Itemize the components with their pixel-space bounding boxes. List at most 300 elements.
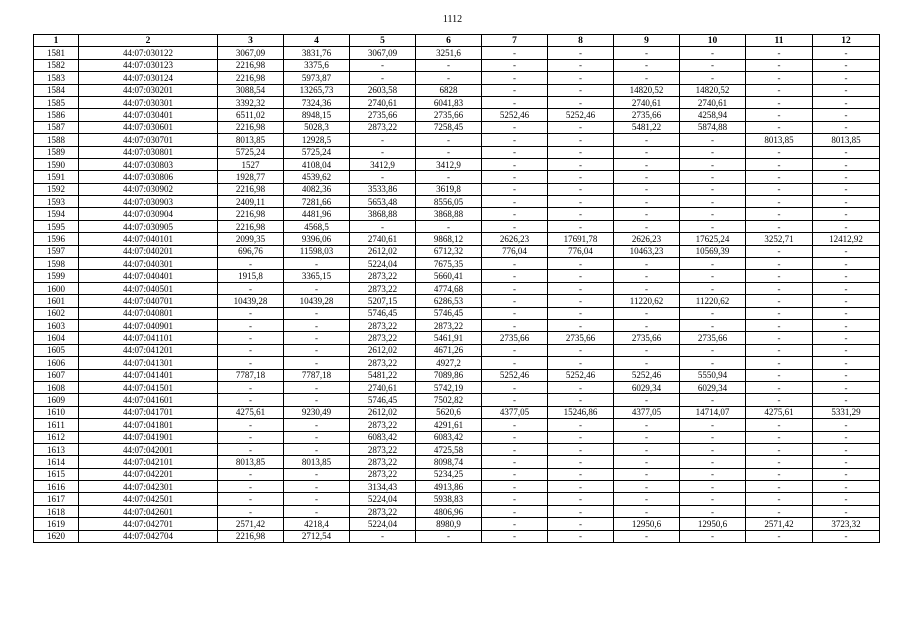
table-cell: - xyxy=(813,171,880,183)
table-cell: 4377,05 xyxy=(614,406,680,418)
table-cell: 9396,06 xyxy=(284,233,350,245)
page-number: 1112 xyxy=(442,14,463,25)
table-row xyxy=(34,96,880,108)
table-cell: 5028,3 xyxy=(284,121,350,133)
table-cell: 4082,36 xyxy=(284,183,350,195)
table-cell: 1606 xyxy=(34,357,79,369)
header-row xyxy=(34,35,880,47)
table-cell: 44:07:040301 xyxy=(79,258,218,270)
table-row xyxy=(34,357,880,369)
table-cell: 3375,6 xyxy=(284,59,350,71)
table-cell: 2873,22 xyxy=(350,357,416,369)
table-cell: 2712,54 xyxy=(284,530,350,542)
table-cell: 9868,12 xyxy=(416,233,482,245)
table-cell: - xyxy=(746,84,813,96)
table-cell: 3723,32 xyxy=(813,518,880,530)
table-cell: - xyxy=(284,381,350,393)
table-cell: - xyxy=(350,530,416,542)
table-cell: - xyxy=(548,258,614,270)
table-row xyxy=(34,183,880,195)
table-cell: - xyxy=(813,381,880,393)
table-cell: 5331,29 xyxy=(813,406,880,418)
table-cell: - xyxy=(284,493,350,505)
table-cell: - xyxy=(680,481,746,493)
table-cell: 2873,22 xyxy=(350,456,416,468)
table-cell: 11598,03 xyxy=(284,245,350,257)
table-cell: - xyxy=(680,158,746,170)
table-cell: 3067,09 xyxy=(218,47,284,59)
table-cell: - xyxy=(482,394,548,406)
table-cell: 5252,46 xyxy=(548,369,614,381)
table-cell: - xyxy=(548,307,614,319)
table-cell: - xyxy=(548,518,614,530)
table-cell: 4291,61 xyxy=(416,419,482,431)
table-cell: 44:07:041501 xyxy=(79,381,218,393)
table-cell: - xyxy=(284,282,350,294)
table-cell: - xyxy=(813,493,880,505)
column-header: 11 xyxy=(746,35,813,47)
table-cell: 7787,18 xyxy=(284,369,350,381)
table-cell: - xyxy=(284,468,350,480)
table-cell: - xyxy=(218,505,284,517)
table-cell: - xyxy=(482,96,548,108)
table-cell: 4275,61 xyxy=(218,406,284,418)
table-cell: - xyxy=(746,196,813,208)
table-cell: - xyxy=(746,394,813,406)
table-cell: - xyxy=(548,381,614,393)
table-cell: - xyxy=(813,319,880,331)
table-cell: 696,76 xyxy=(218,245,284,257)
table-cell: 44:07:040401 xyxy=(79,270,218,282)
table-cell: 6712,32 xyxy=(416,245,482,257)
table-cell: 2626,23 xyxy=(614,233,680,245)
table-cell: 776,04 xyxy=(548,245,614,257)
table-cell: 5746,45 xyxy=(416,307,482,319)
table-row xyxy=(34,196,880,208)
table-cell: 5725,24 xyxy=(284,146,350,158)
table-cell: 4258,94 xyxy=(680,109,746,121)
table-cell: 1610 xyxy=(34,406,79,418)
table-cell: - xyxy=(614,456,680,468)
table-cell: 10439,28 xyxy=(218,295,284,307)
table-cell: - xyxy=(680,530,746,542)
table-cell: - xyxy=(746,456,813,468)
table-cell: 7502,82 xyxy=(416,394,482,406)
table-cell: 12950,6 xyxy=(614,518,680,530)
table-cell: - xyxy=(680,220,746,232)
table-cell: 5224,04 xyxy=(350,493,416,505)
table-cell: - xyxy=(813,220,880,232)
table-cell: - xyxy=(746,109,813,121)
table-cell: 6041,83 xyxy=(416,96,482,108)
table-cell: 2873,22 xyxy=(350,419,416,431)
table-cell: - xyxy=(813,121,880,133)
table-cell: - xyxy=(482,530,548,542)
column-header: 2 xyxy=(79,35,218,47)
table-cell: - xyxy=(680,282,746,294)
table-cell: - xyxy=(813,394,880,406)
table-cell: - xyxy=(548,171,614,183)
table-cell: 4108,04 xyxy=(284,158,350,170)
table-cell: - xyxy=(813,307,880,319)
table-cell: 44:07:041701 xyxy=(79,406,218,418)
table-cell: - xyxy=(746,72,813,84)
table-cell: 14714,07 xyxy=(680,406,746,418)
table-cell: 2735,66 xyxy=(482,332,548,344)
table-cell: - xyxy=(284,481,350,493)
table-cell: - xyxy=(482,481,548,493)
table-cell: - xyxy=(614,47,680,59)
table-cell: 44:07:042601 xyxy=(79,505,218,517)
table-cell: 5620,6 xyxy=(416,406,482,418)
table-cell: 4725,58 xyxy=(416,443,482,455)
table-cell: 4481,96 xyxy=(284,208,350,220)
table-row xyxy=(34,530,880,542)
table-cell: - xyxy=(548,357,614,369)
table-row xyxy=(34,158,880,170)
table-cell: - xyxy=(548,481,614,493)
table-cell: 2735,66 xyxy=(416,109,482,121)
table-cell: - xyxy=(813,468,880,480)
table-cell: 4806,96 xyxy=(416,505,482,517)
table-row xyxy=(34,258,880,270)
column-header: 5 xyxy=(350,35,416,47)
table-cell: - xyxy=(813,47,880,59)
table-cell: 4927,2 xyxy=(416,357,482,369)
table-row xyxy=(34,481,880,493)
table-cell: - xyxy=(680,258,746,270)
table-cell: - xyxy=(284,344,350,356)
table-cell: - xyxy=(218,394,284,406)
table-cell: - xyxy=(548,431,614,443)
table-cell: 2735,66 xyxy=(680,332,746,344)
table-cell: 4671,26 xyxy=(416,344,482,356)
table-cell: 44:07:030701 xyxy=(79,134,218,146)
column-header: 6 xyxy=(416,35,482,47)
table-cell: 1618 xyxy=(34,505,79,517)
table-cell: 5746,45 xyxy=(350,307,416,319)
table-cell: 1527 xyxy=(218,158,284,170)
table-cell: 1613 xyxy=(34,443,79,455)
table-cell: - xyxy=(680,419,746,431)
table-cell: - xyxy=(548,196,614,208)
table-cell: 5660,41 xyxy=(416,270,482,282)
data-table xyxy=(33,34,880,543)
column-header: 10 xyxy=(680,35,746,47)
table-cell: - xyxy=(482,443,548,455)
table-cell: - xyxy=(746,332,813,344)
table-cell: - xyxy=(680,171,746,183)
table-cell: 1582 xyxy=(34,59,79,71)
table-cell: 1619 xyxy=(34,518,79,530)
table-row xyxy=(34,394,880,406)
table-cell: - xyxy=(482,505,548,517)
table-cell: 4539,62 xyxy=(284,171,350,183)
table-cell: - xyxy=(482,282,548,294)
table-cell: 44:07:040901 xyxy=(79,319,218,331)
table-cell: - xyxy=(813,196,880,208)
table-cell: 44:07:030122 xyxy=(79,47,218,59)
table-cell: - xyxy=(548,419,614,431)
table-cell: - xyxy=(218,419,284,431)
table-cell: - xyxy=(813,183,880,195)
table-cell: 2612,02 xyxy=(350,406,416,418)
table-cell: - xyxy=(813,505,880,517)
table-cell: 1593 xyxy=(34,196,79,208)
table-row xyxy=(34,468,880,480)
table-cell: - xyxy=(548,208,614,220)
table-cell: - xyxy=(614,357,680,369)
table-cell: 44:07:041401 xyxy=(79,369,218,381)
table-cell: - xyxy=(746,468,813,480)
table-cell: - xyxy=(813,245,880,257)
table-cell: 4377,05 xyxy=(482,406,548,418)
table-cell: - xyxy=(813,72,880,84)
table-cell: - xyxy=(746,357,813,369)
table-cell: - xyxy=(548,443,614,455)
table-cell: 2099,35 xyxy=(218,233,284,245)
table-cell: - xyxy=(614,468,680,480)
table-cell: - xyxy=(746,208,813,220)
table-row xyxy=(34,84,880,96)
table-cell: 6286,53 xyxy=(416,295,482,307)
table-cell: 44:07:041901 xyxy=(79,431,218,443)
table-cell: - xyxy=(614,171,680,183)
table-cell: 8948,15 xyxy=(284,109,350,121)
table-cell: - xyxy=(482,270,548,282)
table-cell: 1596 xyxy=(34,233,79,245)
table-cell: - xyxy=(548,468,614,480)
table-cell: 2216,98 xyxy=(218,220,284,232)
table-cell: - xyxy=(482,121,548,133)
table-cell: 44:07:042201 xyxy=(79,468,218,480)
table-cell: 5252,46 xyxy=(548,109,614,121)
table-cell: 5207,15 xyxy=(350,295,416,307)
table-cell: 2603,58 xyxy=(350,84,416,96)
table-cell: 1604 xyxy=(34,332,79,344)
table-cell: - xyxy=(680,357,746,369)
table-cell: - xyxy=(614,146,680,158)
table-cell: - xyxy=(284,505,350,517)
table-row xyxy=(34,319,880,331)
table-cell: - xyxy=(482,456,548,468)
table-cell: - xyxy=(813,530,880,542)
table-cell: 2873,22 xyxy=(350,270,416,282)
table-cell: 1584 xyxy=(34,84,79,96)
table-row xyxy=(34,121,880,133)
table-cell: 8013,85 xyxy=(813,134,880,146)
table-cell: 1597 xyxy=(34,245,79,257)
table-cell: 2612,02 xyxy=(350,245,416,257)
table-cell: - xyxy=(284,307,350,319)
table-cell: - xyxy=(813,59,880,71)
table-cell: - xyxy=(218,319,284,331)
table-cell: 2612,02 xyxy=(350,344,416,356)
table-cell: - xyxy=(416,134,482,146)
table-cell: - xyxy=(218,443,284,455)
table-cell: - xyxy=(614,134,680,146)
table-cell: - xyxy=(548,456,614,468)
table-cell: 44:07:040501 xyxy=(79,282,218,294)
column-header: 3 xyxy=(218,35,284,47)
table-cell: 5742,19 xyxy=(416,381,482,393)
table-cell: - xyxy=(680,59,746,71)
table-cell: 1591 xyxy=(34,171,79,183)
table-cell: - xyxy=(746,121,813,133)
table-cell: - xyxy=(813,419,880,431)
table-cell: 8013,85 xyxy=(746,134,813,146)
table-cell: - xyxy=(680,319,746,331)
table-cell: - xyxy=(614,307,680,319)
table-cell: 3619,8 xyxy=(416,183,482,195)
table-cell: - xyxy=(350,220,416,232)
table-cell: - xyxy=(548,493,614,505)
table-cell: - xyxy=(482,84,548,96)
table-row xyxy=(34,406,880,418)
table-cell: 3134,43 xyxy=(350,481,416,493)
table-row xyxy=(34,245,880,257)
table-cell: 1583 xyxy=(34,72,79,84)
table-cell: - xyxy=(548,96,614,108)
table-row xyxy=(34,456,880,468)
table-row xyxy=(34,59,880,71)
table-cell: 7258,45 xyxy=(416,121,482,133)
table-cell: - xyxy=(482,72,548,84)
table-cell: 1609 xyxy=(34,394,79,406)
table-cell: 2735,66 xyxy=(614,109,680,121)
table-cell: - xyxy=(218,307,284,319)
table-cell: 44:07:042301 xyxy=(79,481,218,493)
table-cell: - xyxy=(548,47,614,59)
table-cell: 5481,22 xyxy=(614,121,680,133)
table-header xyxy=(34,35,880,47)
table-cell: 17625,24 xyxy=(680,233,746,245)
table-cell: 2740,61 xyxy=(680,96,746,108)
table-cell: 3251,6 xyxy=(416,47,482,59)
table-cell: - xyxy=(746,431,813,443)
table-cell: 3831,76 xyxy=(284,47,350,59)
table-cell: - xyxy=(218,481,284,493)
table-cell: 14820,52 xyxy=(614,84,680,96)
table-cell: 44:07:030201 xyxy=(79,84,218,96)
table-cell: 6511,02 xyxy=(218,109,284,121)
column-header: 9 xyxy=(614,35,680,47)
table-cell: - xyxy=(416,171,482,183)
table-cell: - xyxy=(680,505,746,517)
table-cell: - xyxy=(218,431,284,443)
table-cell: - xyxy=(482,183,548,195)
table-cell: 1588 xyxy=(34,134,79,146)
table-cell: - xyxy=(680,208,746,220)
table-cell: 2873,22 xyxy=(350,319,416,331)
table-cell: 1602 xyxy=(34,307,79,319)
table-cell: - xyxy=(284,419,350,431)
table-cell: - xyxy=(218,282,284,294)
table-cell: - xyxy=(218,258,284,270)
column-header: 7 xyxy=(482,35,548,47)
table-cell: - xyxy=(680,146,746,158)
table-cell: - xyxy=(350,146,416,158)
table-cell: 1589 xyxy=(34,146,79,158)
table-cell: 2216,98 xyxy=(218,530,284,542)
table-cell: 8013,85 xyxy=(284,456,350,468)
table-cell: 5461,91 xyxy=(416,332,482,344)
table-cell: - xyxy=(416,146,482,158)
table-cell: - xyxy=(482,419,548,431)
table-cell: 3252,71 xyxy=(746,233,813,245)
table-cell: 2409,11 xyxy=(218,196,284,208)
table-cell: - xyxy=(284,332,350,344)
table-cell: 1620 xyxy=(34,530,79,542)
table-cell: 1585 xyxy=(34,96,79,108)
table-cell: 44:07:042001 xyxy=(79,443,218,455)
table-cell: 3392,32 xyxy=(218,96,284,108)
table-cell: 44:07:030904 xyxy=(79,208,218,220)
table-cell: 2873,22 xyxy=(350,121,416,133)
table-row xyxy=(34,332,880,344)
table-cell: 4568,5 xyxy=(284,220,350,232)
table-cell: - xyxy=(284,394,350,406)
table-cell: - xyxy=(813,443,880,455)
table-cell: 44:07:030123 xyxy=(79,59,218,71)
table-cell: 44:07:030902 xyxy=(79,183,218,195)
table-cell: - xyxy=(746,171,813,183)
table-cell: - xyxy=(680,493,746,505)
table-cell: - xyxy=(813,456,880,468)
table-cell: - xyxy=(350,72,416,84)
table-cell: 4774,68 xyxy=(416,282,482,294)
table-cell: 11220,62 xyxy=(680,295,746,307)
table-cell: - xyxy=(813,282,880,294)
table-cell: 44:07:040101 xyxy=(79,233,218,245)
table-cell: 6083,42 xyxy=(416,431,482,443)
table-cell: 2216,98 xyxy=(218,72,284,84)
table-cell: 3365,15 xyxy=(284,270,350,282)
table-cell: - xyxy=(813,208,880,220)
table-cell: - xyxy=(548,59,614,71)
table-cell: 1614 xyxy=(34,456,79,468)
table-row xyxy=(34,47,880,59)
table-cell: 8098,74 xyxy=(416,456,482,468)
table-cell: - xyxy=(680,72,746,84)
table-row xyxy=(34,109,880,121)
table-cell: 17691,78 xyxy=(548,233,614,245)
table-row xyxy=(34,381,880,393)
table-cell: 2216,98 xyxy=(218,59,284,71)
table-cell: 1600 xyxy=(34,282,79,294)
table-cell: - xyxy=(614,158,680,170)
table-cell: - xyxy=(548,394,614,406)
table-cell: 1581 xyxy=(34,47,79,59)
table-row xyxy=(34,134,880,146)
table-cell: - xyxy=(813,344,880,356)
table-cell: - xyxy=(416,530,482,542)
table-cell: 1607 xyxy=(34,369,79,381)
table-cell: 3533,86 xyxy=(350,183,416,195)
table-cell: - xyxy=(614,208,680,220)
table-cell: 5252,46 xyxy=(482,369,548,381)
table-cell: 3868,88 xyxy=(350,208,416,220)
table-cell: 776,04 xyxy=(482,245,548,257)
table-cell: 2740,61 xyxy=(350,381,416,393)
table-cell: - xyxy=(284,431,350,443)
table-cell: - xyxy=(813,357,880,369)
table-cell: 44:07:041801 xyxy=(79,419,218,431)
table-cell: 8013,85 xyxy=(218,134,284,146)
table-cell: 1605 xyxy=(34,344,79,356)
table-cell: 4218,4 xyxy=(284,518,350,530)
table-cell: - xyxy=(680,47,746,59)
